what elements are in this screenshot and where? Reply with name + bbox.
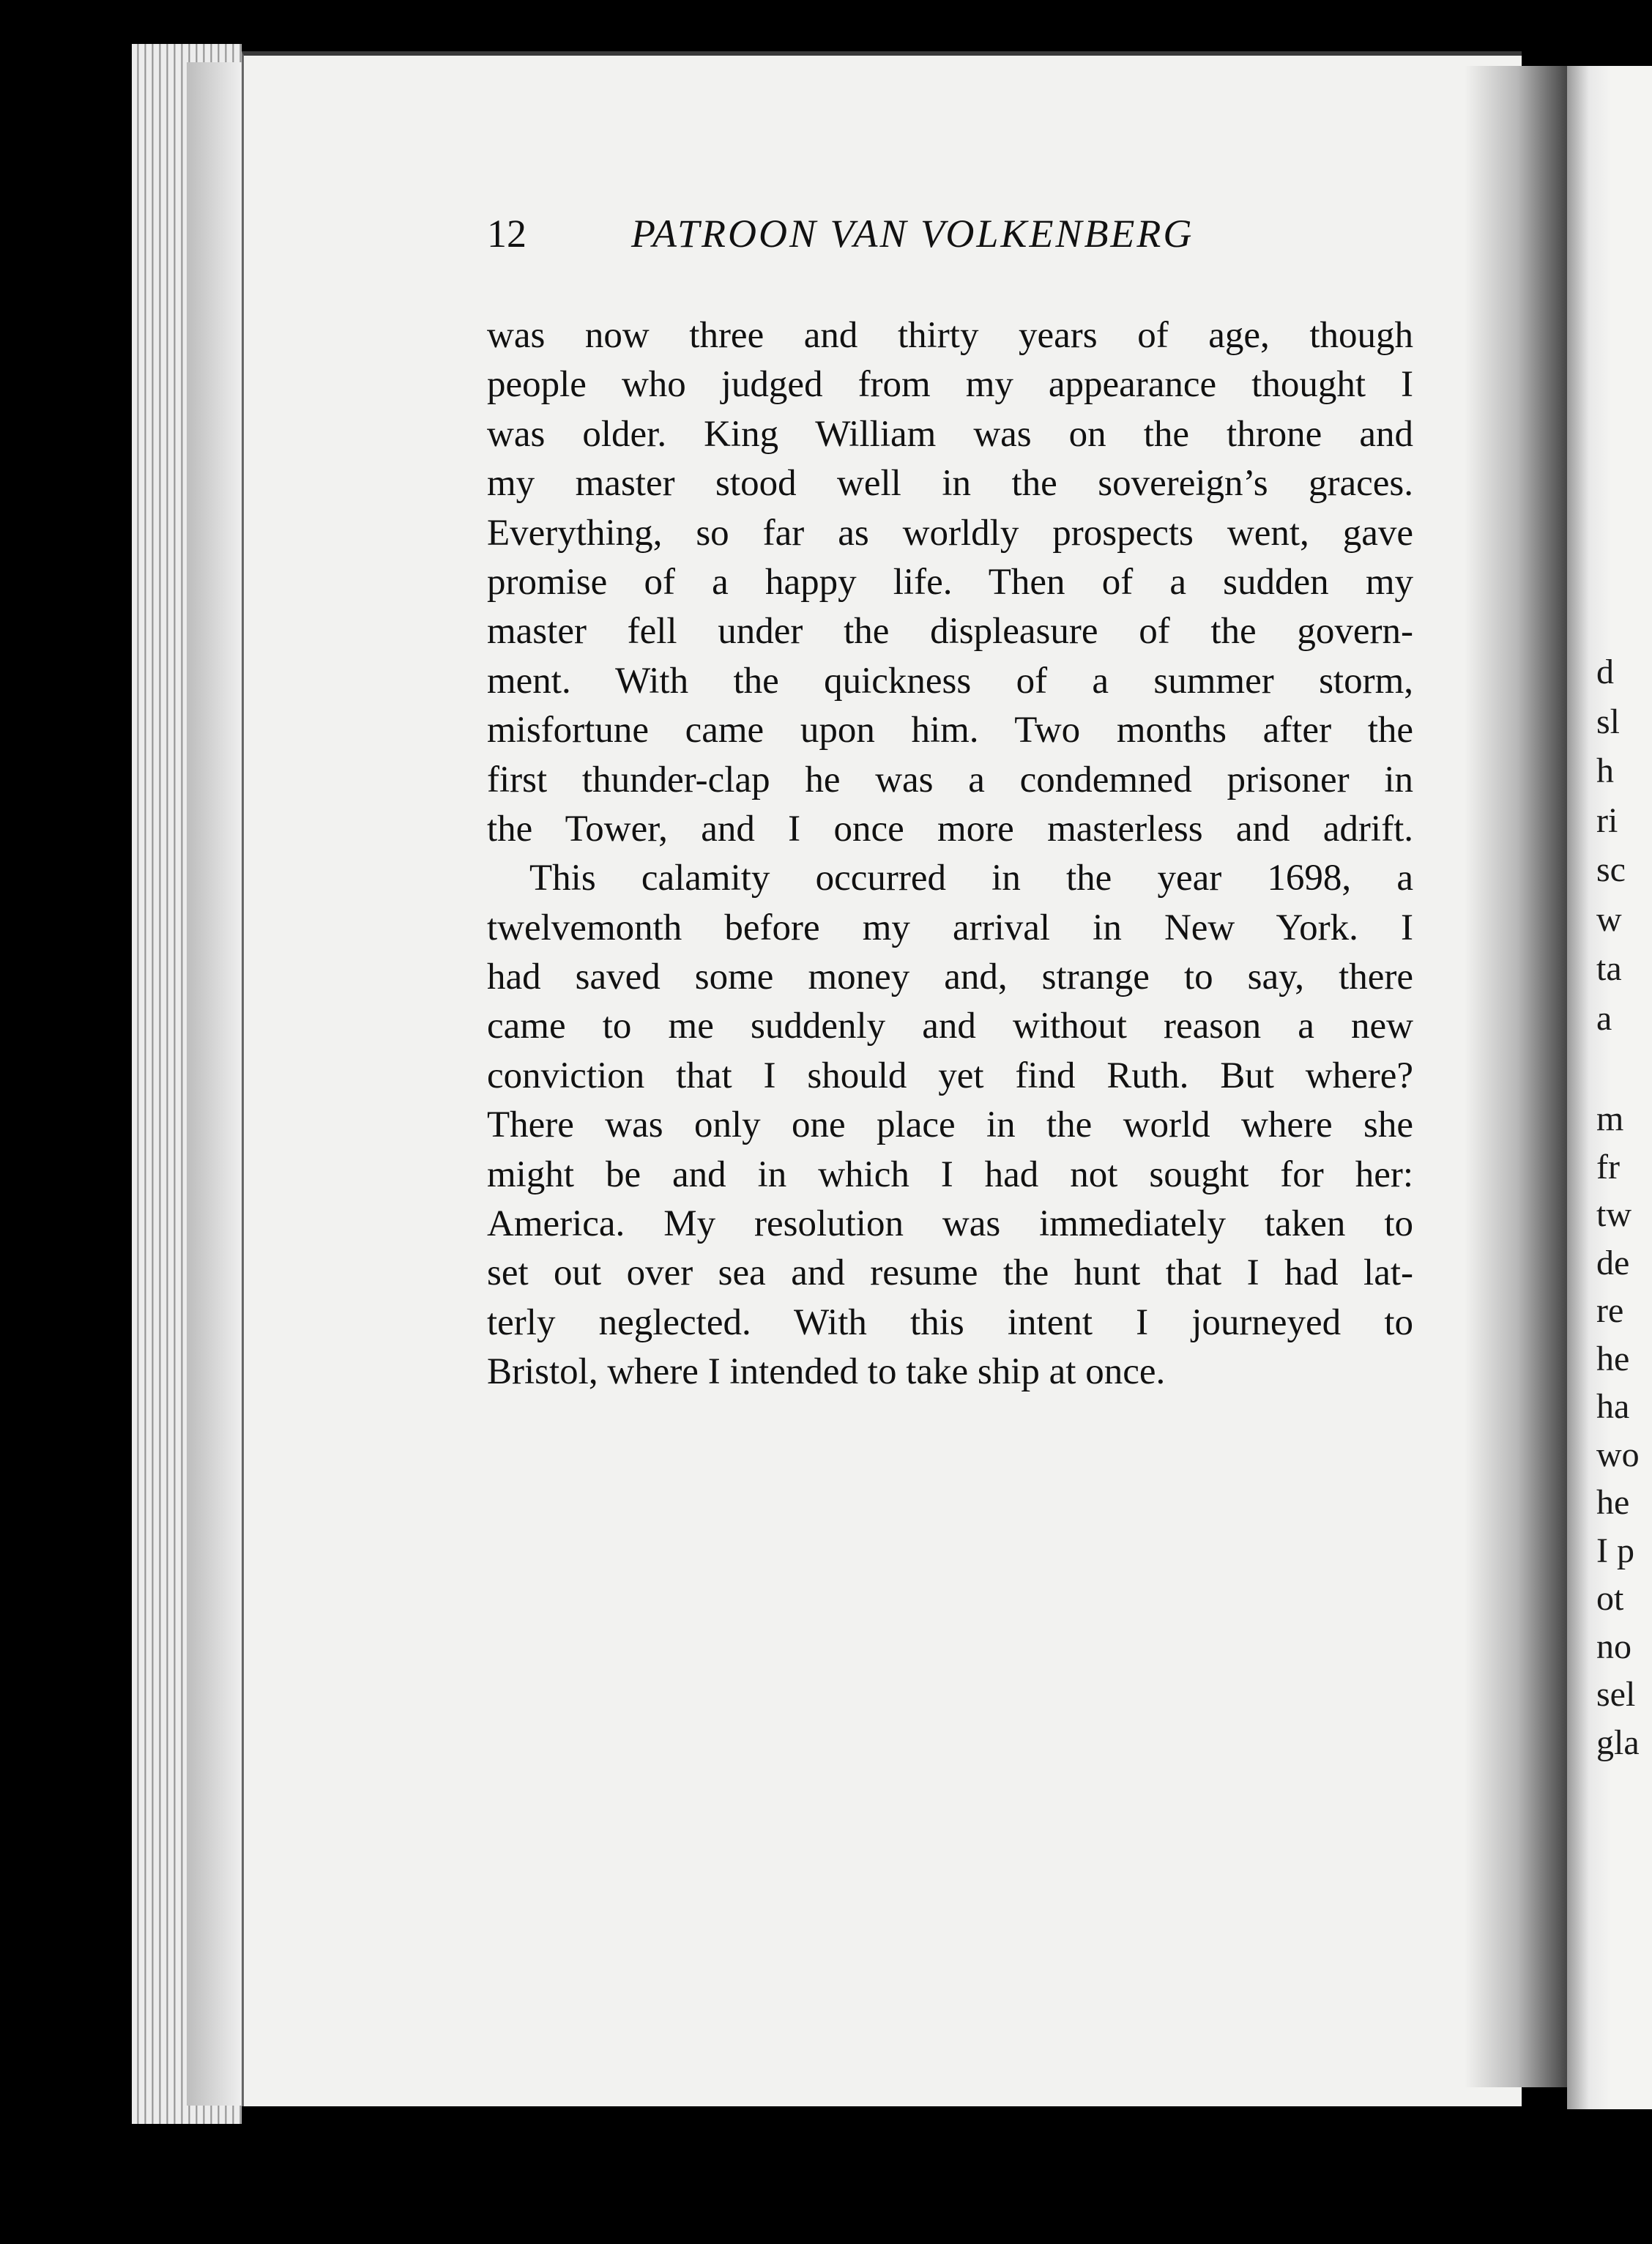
text-line: terly neglected. With this intent I journeyed to [487, 1301, 1413, 1343]
text-line: America. My resolution was immediately taken to [487, 1203, 1413, 1245]
facing-page-line: tw [1596, 1195, 1631, 1234]
text-line: the Tower, and I once more masterless and adrift. [487, 808, 1413, 850]
text-line: conviction that I should yet find Ruth. But where? [487, 1055, 1413, 1096]
text-line: was now three and thirty years of age, though [487, 315, 1413, 356]
text-line: ment. With the quickness of a summer storm, [487, 660, 1413, 702]
text-line: Everything, so far as worldly prospects went, gave [487, 512, 1413, 554]
facing-page-line: ri [1596, 800, 1618, 840]
facing-page-line: m [1596, 1099, 1624, 1138]
body-text [487, 311, 1413, 1397]
paragraph-first-line: This calamity occurred in the year 1698, a [529, 858, 1413, 899]
facing-page-line: he [1596, 1339, 1630, 1378]
text-line: There was only one place in the world where she [487, 1104, 1413, 1146]
facing-page-line: ta [1596, 949, 1622, 988]
facing-page-line: h [1596, 751, 1614, 790]
text-line: was older. King William was on the throne and [487, 413, 1413, 455]
facing-page [1567, 66, 1652, 2109]
facing-page-line: ha [1596, 1387, 1630, 1426]
text-line: twelvemonth before my arrival in New York. I [487, 907, 1413, 948]
text-line: had saved some money and, strange to say, there [487, 956, 1413, 998]
facing-page-line: de [1596, 1243, 1630, 1282]
text-line: my master stood well in the sovereign’s graces. [487, 463, 1413, 505]
text-line: people who judged from my appearance thought I [487, 364, 1413, 406]
facing-page-line: I p [1596, 1531, 1634, 1570]
facing-page-line: fr [1596, 1147, 1620, 1186]
running-head [487, 211, 1424, 270]
facing-page-line: ot [1596, 1579, 1624, 1618]
text-line: promise of a happy life. Then of a sudden my [487, 561, 1413, 603]
facing-page-line: no [1596, 1627, 1631, 1666]
facing-page-line: a [1596, 998, 1612, 1038]
facing-page-line: he [1596, 1483, 1630, 1522]
gutter-shadow [1465, 66, 1582, 2087]
facing-page-line: wo [1596, 1435, 1640, 1474]
page-edge-shadow [187, 62, 245, 2106]
text-line: set out over sea and resume the hunt that I had lat- [487, 1252, 1413, 1294]
facing-page-line: w [1596, 899, 1622, 939]
text-line: first thunder-clap he was a condemned prisoner in [487, 759, 1413, 800]
text-line: came to me suddenly and without reason a new [487, 1006, 1413, 1047]
facing-page-line: gla [1596, 1723, 1640, 1762]
facing-page-line: sl [1596, 702, 1621, 741]
text-line: master fell under the displeasure of the govern- [487, 611, 1413, 653]
running-title: PATROON VAN VOLKENBERG [631, 212, 1194, 256]
text-line: Bristol, where I intended to take ship at once. [487, 1351, 1166, 1393]
page-number: 12 [487, 212, 527, 256]
facing-page-line: sel [1596, 1675, 1636, 1714]
facing-page-line: re [1596, 1291, 1624, 1330]
text-line: might be and in which I had not sought for her: [487, 1153, 1413, 1195]
facing-page-line: sc [1596, 850, 1626, 889]
text-line: misfortune came upon him. Two months after the [487, 710, 1413, 751]
facing-page-line: d [1596, 653, 1614, 691]
